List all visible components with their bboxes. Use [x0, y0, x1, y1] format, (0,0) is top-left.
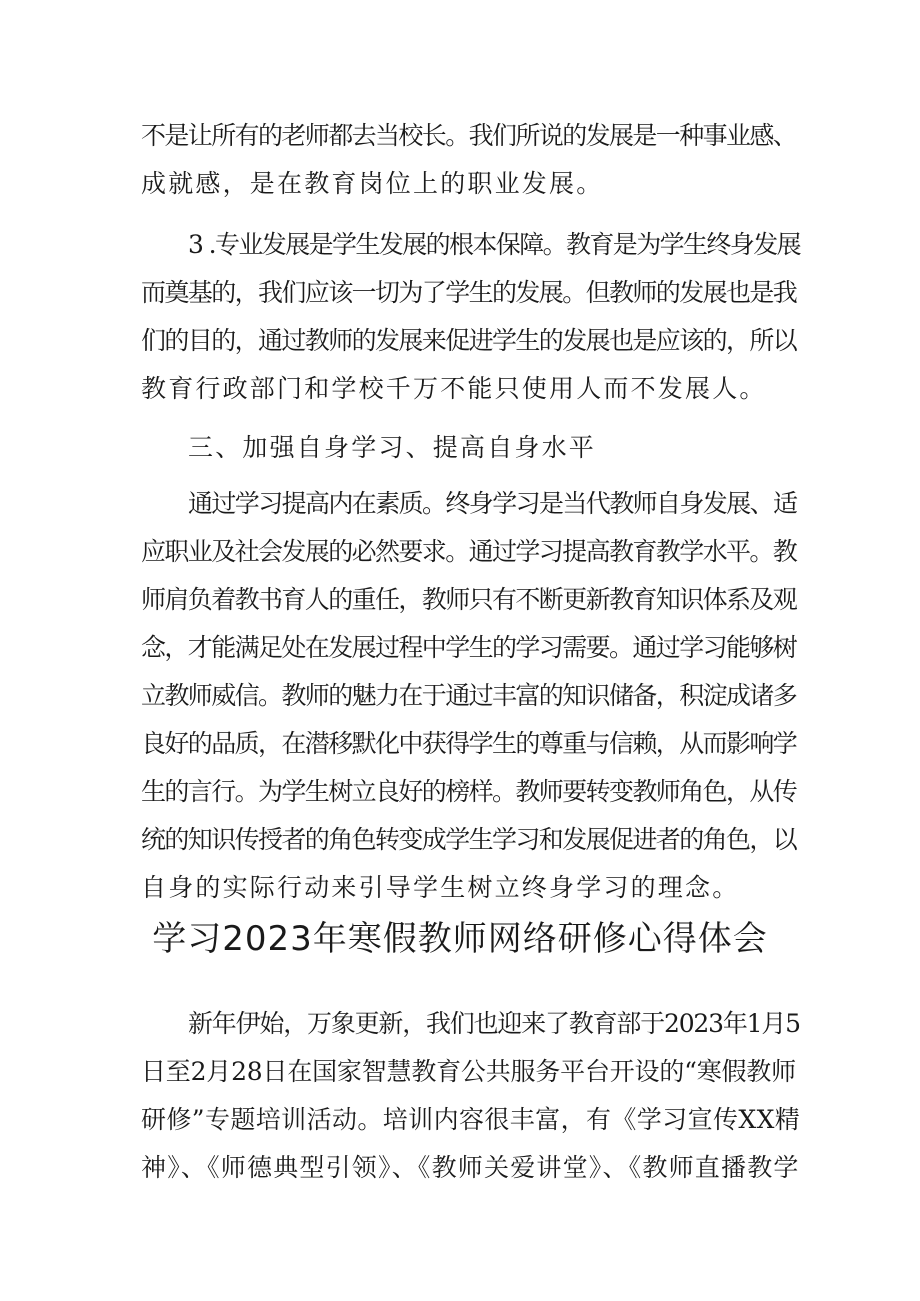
paragraph-line: 研修”专题培训活动。培训内容很丰富，有《学习宣传XX精: [141, 1105, 801, 1134]
paragraph-line: 们的目的，通过教师的发展来促进学生的发展也是应该的，所以: [141, 326, 797, 355]
paragraph-line: 自身的实际行动来引导学生树立终身学习的理念。: [141, 873, 740, 902]
paragraph-line: 而奠基的，我们应该一切为了学生的发展。但教师的发展也是我: [141, 278, 797, 307]
section-heading: 三、加强自身学习、提高自身水平: [188, 433, 597, 462]
paragraph-line: 新年伊始，万象更新，我们也迎来了教育部于2023年1月5: [188, 1009, 800, 1038]
paragraph-line: 日至2月28日在国家智慧教育公共服务平台开设的“寒假教师: [141, 1057, 796, 1086]
paragraph-line: 教育行政部门和学校千万不能只使用人而不发展人。: [141, 374, 767, 403]
paragraph-line: 生的言行。为学生树立良好的榜样。教师要转变教师角色，从传: [141, 777, 797, 806]
paragraph-line: 不是让所有的老师都去当校长。我们所说的发展是一种事业感、: [141, 121, 797, 150]
paragraph-line: 神》、《师德典型引领》、《教师关爱讲堂》、《教师直播教学: [141, 1153, 800, 1182]
paragraph-line: 师肩负着教书育人的重任，教师只有不断更新教育知识体系及观: [141, 585, 797, 614]
paragraph-line: 良好的品质，在潜移默化中获得学生的尊重与信赖，从而影响学: [141, 729, 797, 758]
paragraph-line: 成就感，是在教育岗位上的职业发展。: [141, 169, 604, 198]
paragraph-line: 3 .专业发展是学生发展的根本保障。教育是为学生终身发展: [188, 230, 801, 259]
paragraph-line: 通过学习提高内在素质。终身学习是当代教师自身发展、适: [188, 489, 797, 518]
paragraph-line: 立教师威信。教师的魅力在于通过丰富的知识储备，积淀成诸多: [141, 681, 797, 710]
paragraph-line: 统的知识传授者的角色转变成学生学习和发展促进者的角色，以: [141, 825, 797, 854]
article-title: 学习2023年寒假教师网络研修心得体会: [152, 919, 768, 959]
paragraph-line: 应职业及社会发展的必然要求。通过学习提高教育教学水平。教: [141, 537, 797, 566]
paragraph-line: 念，才能满足处在发展过程中学生的学习需要。通过学习能够树: [141, 633, 797, 662]
